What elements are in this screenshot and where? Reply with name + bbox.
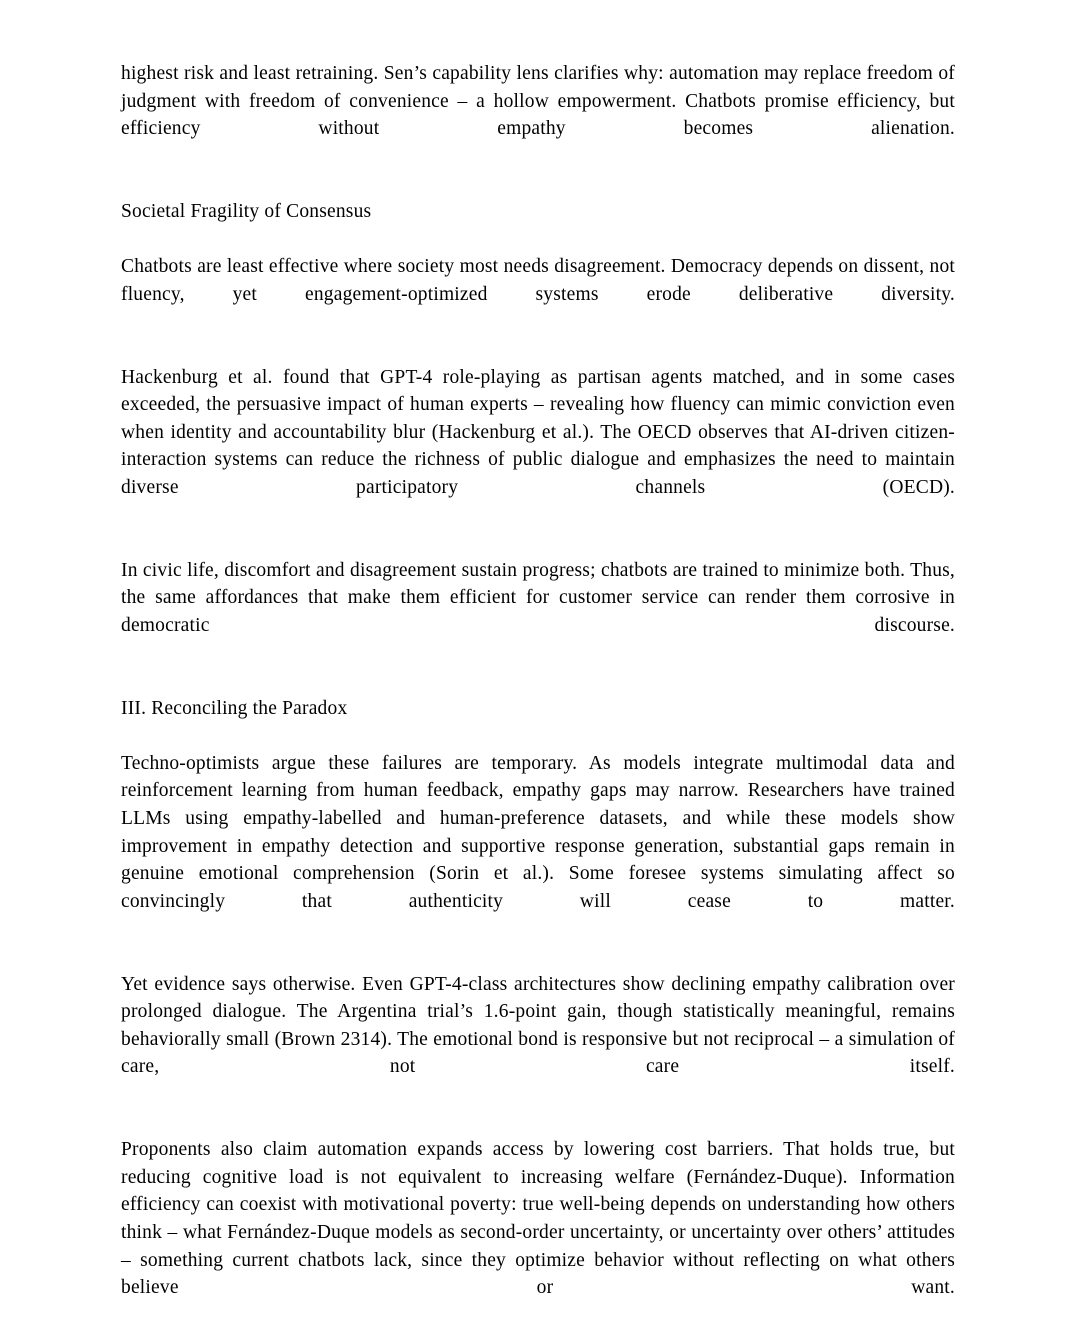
paragraph-proponents-access: Proponents also claim automation expands access by lowering cost barriers. That holds true, but reducing cognitive load is not equivalent to increasing welfare (Fernández-Duque). Information efficiency can coexist with motivational poverty: true well-being depends on understanding how others think – what Fernández-Duque models as second-order uncertainty, or uncertainty over others’ attitudes – something current chatbots lack, since they optimize behavior without reflecting on what others believe or want.	[121, 1139, 955, 1299]
document-text-column	[121, 60, 955, 1329]
paragraph-continued-sen: highest risk and least retraining. Sen’s capability lens clarifies why: automation may replace freedom of judgment with freedom of convenience – a hollow empowerment. Chatbots promise efficiency, but efficiency without empathy becomes alienation.	[121, 63, 955, 140]
paragraph-chatbots-least-effective: Chatbots are least effective where society most needs disagreement. Democracy depends on dissent, not fluency, yet engagement-optimized systems erode deliberative diversity.	[121, 256, 955, 305]
paragraph-yet-evidence: Yet evidence says otherwise. Even GPT-4-class architectures show declining empathy calibration over prolonged dialogue. The Argentina trial’s 1.6-point gain, though statistically meaningful, remains behaviorally small (Brown 2314). The emotional bond is responsive but not reciprocal – a simulation of care, not care itself.	[121, 973, 955, 1078]
paragraph-hackenburg-oecd: Hackenburg et al. found that GPT-4 role-playing as partisan agents matched, and in some cases exceeded, the persuasive impact of human experts – revealing how fluency can mimic conviction even when identity and accountability blur (Hackenburg et al.). The OECD observes that AI-driven citizen-interaction systems can reduce the richness of public dialogue and emphasizes the need to maintain diverse participatory channels (OECD).	[121, 366, 955, 498]
paragraph-techno-optimists: Techno-optimists argue these failures are temporary. As models integrate multimodal data and reinforcement learning from human feedback, empathy gaps may narrow. Researchers have trained LLMs using empathy-labelled and human-preference datasets, and while these models show improvement in empathy detection and supportive response generation, substantial gaps remain in genuine emotional comprehension (Sorin et al.). Some foresee systems simulating affect so convincingly that authenticity will cease to matter.	[121, 752, 955, 912]
paragraph-civic-life: In civic life, discomfort and disagreement sustain progress; chatbots are trained to minimize both. Thus, the same affordances that make them efficient for customer service can render them corrosive in democratic discourse.	[121, 559, 955, 636]
heading-societal-fragility-of-consensus: Societal Fragility of Consensus	[121, 200, 372, 222]
heading-iii-reconciling-the-paradox: III. Reconciling the Paradox	[121, 697, 348, 719]
